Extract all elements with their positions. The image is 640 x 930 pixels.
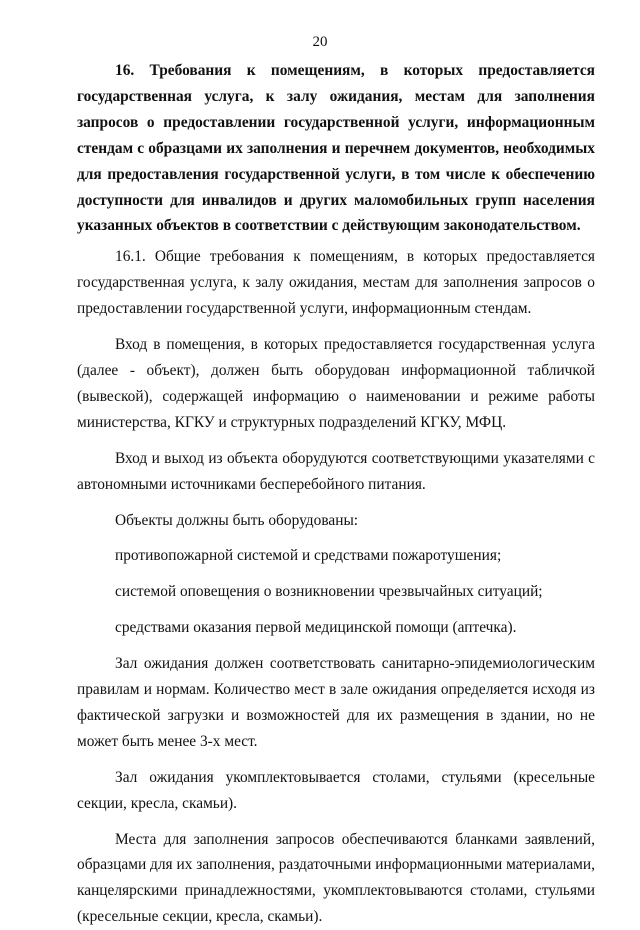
paragraph-general-requirements: 16.1. Общие требования к помещениям, в которых предоставляется государственная услуга, к залу ожидания, местам для заполнения запросов о предоставлении государственной услуги, информационным стендам. [77,248,595,318]
paragraph-waiting-hall-norms: Зал ожидания должен соответствовать санитарно-эпидемиологическим правилам и нормам. Количество мест в зале ожидания определяется исходя из фактической загрузки и возможностей для их размещения в здании, но не может быть менее 3-х мест. [77,655,595,750]
paragraph-objects-equipped: Объекты должны быть оборудованы: [115,511,359,529]
paragraph-waiting-hall-furniture: Зал ожидания укомплектовывается столами, стульями (кресельные секции, кресла, скамьи). [77,768,595,812]
list-item-fire-system: противопожарной системой и средствами пожаротушения; [115,547,502,565]
document-body [77,58,595,930]
page-number: 20 [312,34,328,50]
section-heading: 16. Требования к помещениям, в которых предоставляется государственная услуга, к залу ожидания, местам для заполнения запросов о предоставлении государственной услуги, информационным стендам с образцами их заполнения и перечнем документов, необходимых для предоставления государственной услуги, в том числе к обеспечению доступности для инвалидов и других маломобильных групп населения указанных объектов в соответствии с действующим законодательством. [77,62,595,235]
paragraph-entrance-exit: Вход и выход из объекта оборудуются соответствующими указателями с автономными источниками бесперебойного питания. [77,449,595,493]
paragraph-request-places: Места для заполнения запросов обеспечиваются бланками заявлений, образцами для их заполнения, раздаточными информационными материалами, канцелярскими принадлежностями, укомплектовываются столами, стульями (кресельные секции, кресла, скамьи). [77,830,595,926]
paragraph-entrance-sign: Вход в помещения, в которых предоставляется государственная услуга (далее - объект), должен быть оборудован информационной табличкой (вывеской), содержащей информацию о наименовании и режиме работы министерства, КГКУ и структурных подразделений КГКУ, МФЦ. [77,336,595,431]
list-item-warning-system: системой оповещения о возникновении чрезвычайных ситуаций; [115,583,543,601]
list-item-first-aid: средствами оказания первой медицинской помощи (аптечка). [115,619,517,637]
